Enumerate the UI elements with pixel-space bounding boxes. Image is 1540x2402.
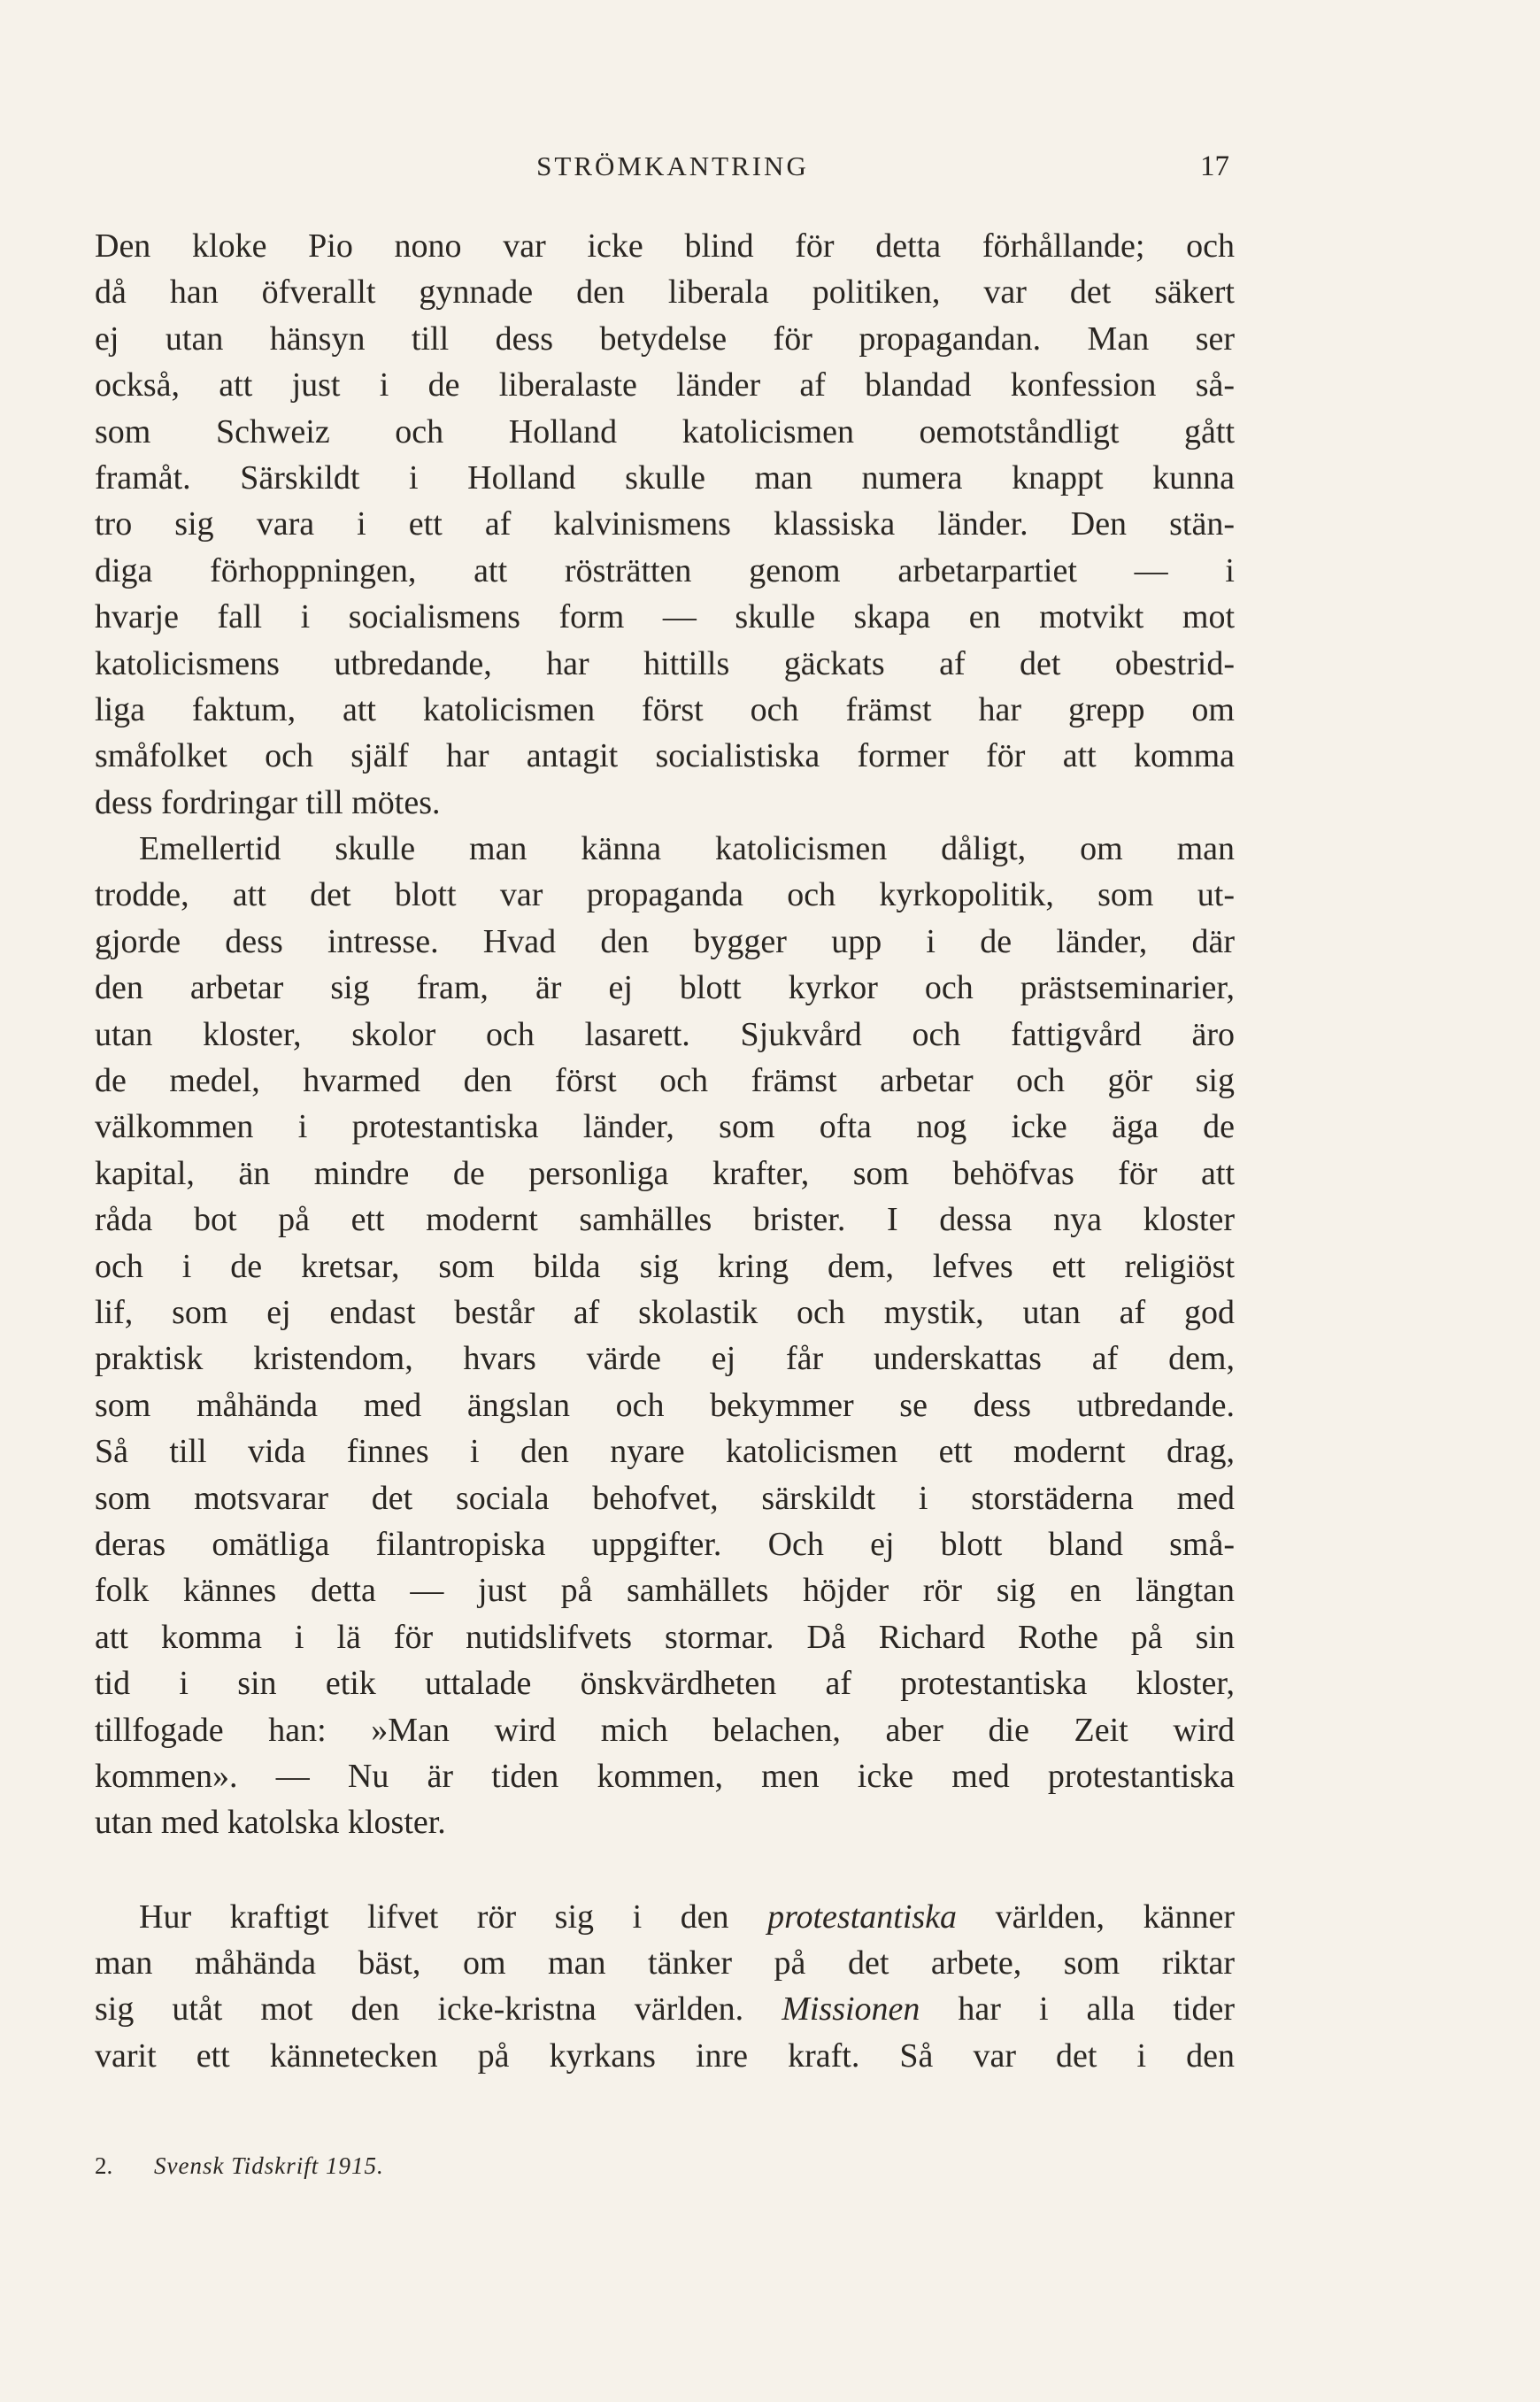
text-line: utan kloster, skolor och lasarett. Sjukvård och fattigvård äro bbox=[95, 1015, 1235, 1053]
text-line: Så till vida finnes i den nyare katolicismen ett modernt drag, bbox=[95, 1433, 1235, 1471]
running-title: STRÖMKANTRING bbox=[536, 150, 809, 181]
text-line: tillfogade han: »Man wird mich belachen, aber die Zeit wird bbox=[95, 1711, 1235, 1749]
text-line: de medel, hvarmed den först och främst arbetar och gör sig bbox=[95, 1062, 1235, 1100]
text-line: tro sig vara i ett af kalvinismens klassiska länder. Den stän- bbox=[95, 505, 1235, 543]
text-line: diga förhoppningen, att rösträtten genom arbetarpartiet — i bbox=[95, 551, 1235, 589]
emphasis-missionen: Missionen bbox=[782, 1990, 920, 2029]
text-line: folk kännes detta — just på samhällets höjder rör sig en längtan bbox=[95, 1572, 1235, 1610]
text-line: praktisk kristendom, hvars värde ej får underskattas af dem, bbox=[95, 1340, 1235, 1378]
text-line: också, att just i de liberalaste länder af blandad konfession så- bbox=[95, 366, 1235, 404]
text-line: tid i sin etik uttalade önskvärdheten af protestantiska kloster, bbox=[95, 1665, 1235, 1703]
text-line: liga faktum, att katolicismen först och främst har grepp om bbox=[95, 690, 1235, 728]
text-line: dess fordringar till mötes. bbox=[95, 783, 441, 821]
journal-title: Svensk Tidskrift 1915. bbox=[154, 2152, 384, 2179]
text-line: sig utåt mot den icke-kristna världen. Missionen har i alla tider bbox=[95, 1990, 1236, 2029]
text-line: katolicismens utbredande, har hittills gäckats af det obestrid- bbox=[95, 644, 1235, 682]
text-line: och i de kretsar, som bilda sig kring dem, lefves ett religiöst bbox=[95, 1247, 1235, 1285]
paragraph-1 bbox=[95, 223, 1235, 826]
text-line: varit ett kännetecken på kyrkans inre kraft. Så var det i den bbox=[95, 2036, 1235, 2075]
text-line: hvarje fall i socialismens form — skulle skapa en motvikt mot bbox=[95, 598, 1235, 636]
text-line: gjorde dess intresse. Hvad den bygger upp i de länder, där bbox=[95, 922, 1235, 960]
text-line: man måhända bäst, om man tänker på det arbete, som riktar bbox=[95, 1944, 1235, 1982]
page-footer bbox=[95, 2152, 384, 2180]
text-line: ej utan hänsyn till dess betydelse för propagandan. Man ser bbox=[95, 319, 1235, 358]
paragraph-2 bbox=[95, 826, 1235, 1846]
text-line: som Schweiz och Holland katolicismen oemotståndligt gått bbox=[95, 412, 1235, 450]
text-line: trodde, att det blott var propaganda och kyrkopolitik, som ut- bbox=[95, 876, 1235, 914]
text-line: den arbetar sig fram, är ej blott kyrkor och prästseminarier, bbox=[95, 969, 1235, 1007]
signature-mark: 2. bbox=[95, 2152, 113, 2179]
text-line: Den kloke Pio nono var icke blind för detta förhållande; och bbox=[95, 227, 1235, 265]
text-line: kommen». — Nu är tiden kommen, men icke med protestantiska bbox=[95, 1757, 1235, 1795]
text-line: deras omätliga filantropiska uppgifter. Och ej blott bland små- bbox=[95, 1525, 1235, 1563]
text-line: som motsvarar det sociala behofvet, särskildt i storstäderna med bbox=[95, 1479, 1235, 1517]
section-gap bbox=[95, 1846, 1235, 1894]
text-line: då han öfverallt gynnade den liberala politiken, var det säkert bbox=[95, 273, 1235, 312]
text-line: utan med katolska kloster. bbox=[95, 1804, 446, 1842]
text-line: framåt. Särskildt i Holland skulle man numera knappt kunna bbox=[95, 458, 1235, 497]
body-text bbox=[95, 223, 1235, 2079]
text-line: som måhända med ängslan och bekymmer se dess utbredande. bbox=[95, 1386, 1235, 1424]
paragraph-3 bbox=[95, 1894, 1235, 2080]
text-line: att komma i lä för nutidslifvets stormar. Då Richard Rothe på sin bbox=[95, 1618, 1235, 1656]
page-header bbox=[0, 150, 1540, 195]
text-line: kapital, än mindre de personliga krafter, som behöfvas för att bbox=[95, 1154, 1235, 1192]
emphasis-protestantiska: protestantiska bbox=[767, 1898, 958, 1936]
text-line: lif, som ej endast består af skolastik och mystik, utan af god bbox=[95, 1293, 1235, 1331]
text-line: Hur kraftigt lifvet rör sig i den protestantiska världen, känner bbox=[139, 1898, 1235, 1936]
text-line: Emellertid skulle man känna katolicismen dåligt, om man bbox=[139, 830, 1235, 868]
text-line: småfolket och själf har antagit socialistiska former för att komma bbox=[95, 737, 1235, 775]
text-line: välkommen i protestantiska länder, som ofta nog icke äga de bbox=[95, 1108, 1235, 1146]
text-line: råda bot på ett modernt samhälles brister. I dessa nya kloster bbox=[95, 1201, 1235, 1239]
page-number: 17 bbox=[1200, 150, 1229, 182]
